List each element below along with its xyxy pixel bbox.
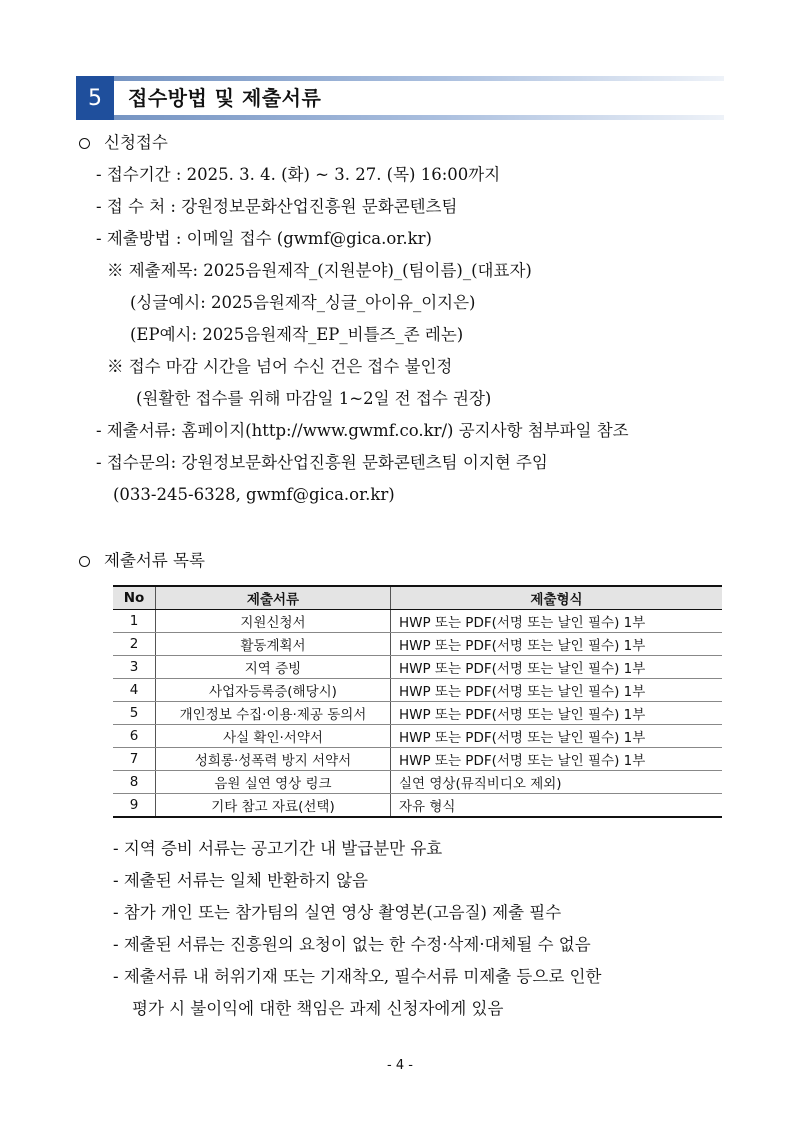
deadline-note: ※ 접수 마감 시간을 넘어 수신 건은 접수 불인정 <box>107 357 453 376</box>
cell-document: 개인정보 수집·이용·제공 동의서 <box>156 702 391 725</box>
documents-heading <box>79 550 205 572</box>
cell-document: 사업자등록증(해당시) <box>156 679 391 702</box>
header-rule-bottom <box>76 115 724 120</box>
section-number: 5 <box>76 76 114 120</box>
section-header <box>76 76 724 120</box>
note-no-return: - 제출된 서류는 일체 반환하지 않음 <box>113 871 368 890</box>
table-row <box>113 771 722 794</box>
cell-format: HWP 또는 PDF(서명 또는 날인 필수) 1부 <box>391 748 723 771</box>
cell-no: 4 <box>113 679 156 702</box>
table-row <box>113 702 722 725</box>
cell-format: HWP 또는 PDF(서명 또는 날인 필수) 1부 <box>391 656 723 679</box>
header-rule-top <box>76 76 724 81</box>
cell-document: 지역 증빙 <box>156 656 391 679</box>
inquiry-contact: - 접수문의: 강원정보문화산업진흥원 문화콘텐츠팀 이지현 주임 <box>96 453 548 472</box>
circle-bullet-icon <box>79 556 90 567</box>
cell-no: 3 <box>113 656 156 679</box>
cell-no: 5 <box>113 702 156 725</box>
column-header-format: 제출형식 <box>391 586 723 610</box>
cell-no: 2 <box>113 633 156 656</box>
ep-example: (EP예시: 2025음원제작_EP_비틀즈_존 레논) <box>130 325 464 344</box>
note-regional-proof: - 지역 증비 서류는 공고기간 내 발급분만 유효 <box>113 839 443 858</box>
section-title: 접수방법 및 제출서류 <box>128 86 322 110</box>
page-number: - 4 - <box>387 1058 413 1073</box>
table-row <box>113 610 722 633</box>
application-office: - 접 수 처 : 강원정보문화산업진흥원 문화콘텐츠팀 <box>96 197 458 216</box>
note-false-entry: - 제출서류 내 허위기재 또는 기재착오, 필수서류 미제출 등으로 인한 <box>113 967 602 986</box>
cell-format: 실연 영상(뮤직비디오 제외) <box>391 771 723 794</box>
cell-format: HWP 또는 PDF(서명 또는 날인 필수) 1부 <box>391 610 723 633</box>
cell-format: HWP 또는 PDF(서명 또는 날인 필수) 1부 <box>391 633 723 656</box>
table-row <box>113 748 722 771</box>
table-row <box>113 656 722 679</box>
cell-no: 9 <box>113 794 156 818</box>
cell-document: 성희롱·성폭력 방지 서약서 <box>156 748 391 771</box>
table-row <box>113 725 722 748</box>
table-header-row <box>113 586 722 610</box>
cell-format: HWP 또는 PDF(서명 또는 날인 필수) 1부 <box>391 725 723 748</box>
documents-table <box>113 585 722 818</box>
cell-document: 사실 확인·서약서 <box>156 725 391 748</box>
application-period: - 접수기간 : 2025. 3. 4. (화) ~ 3. 27. (목) 16:00까지 <box>96 165 501 184</box>
note-video-required: - 참가 개인 또는 참가팀의 실연 영상 촬영본(고음질) 제출 필수 <box>113 903 562 922</box>
documents-heading-text: 제출서류 목록 <box>104 551 205 570</box>
note-no-modification: - 제출된 서류는 진흥원의 요청이 없는 한 수정·삭제·대체될 수 없음 <box>113 935 591 954</box>
circle-bullet-icon <box>79 138 90 149</box>
inquiry-phone-email: (033-245-6328, gwmf@gica.or.kr) <box>113 485 395 504</box>
cell-no: 1 <box>113 610 156 633</box>
note-false-entry-continued: 평가 시 불이익에 대한 책임은 과제 신청자에게 있음 <box>132 999 504 1018</box>
application-heading-text: 신청접수 <box>104 133 168 152</box>
deadline-recommendation: (원활한 접수를 위해 마감일 1~2일 전 접수 권장) <box>136 389 492 408</box>
column-header-document: 제출서류 <box>156 586 391 610</box>
cell-format: 자유 형식 <box>391 794 723 818</box>
cell-document: 활동계획서 <box>156 633 391 656</box>
table-row <box>113 633 722 656</box>
cell-document: 음원 실연 영상 링크 <box>156 771 391 794</box>
table-row <box>113 679 722 702</box>
cell-format: HWP 또는 PDF(서명 또는 날인 필수) 1부 <box>391 679 723 702</box>
table-row <box>113 794 722 818</box>
submission-documents-note: - 제출서류: 홈페이지(http://www.gwmf.co.kr/) 공지사항 첨부파일 참조 <box>96 421 629 440</box>
cell-no: 6 <box>113 725 156 748</box>
single-example: (싱글예시: 2025음원제작_싱글_아이유_이지은) <box>130 293 476 312</box>
cell-document: 기타 참고 자료(선택) <box>156 794 391 818</box>
column-header-no: No <box>113 586 156 610</box>
submission-title-note: ※ 제출제목: 2025음원제작_(지원분야)_(팀이름)_(대표자) <box>107 261 532 280</box>
cell-format: HWP 또는 PDF(서명 또는 날인 필수) 1부 <box>391 702 723 725</box>
application-method: - 제출방법 : 이메일 접수 (gwmf@gica.or.kr) <box>96 229 432 248</box>
application-heading <box>79 132 168 154</box>
cell-document: 지원신청서 <box>156 610 391 633</box>
cell-no: 8 <box>113 771 156 794</box>
cell-no: 7 <box>113 748 156 771</box>
